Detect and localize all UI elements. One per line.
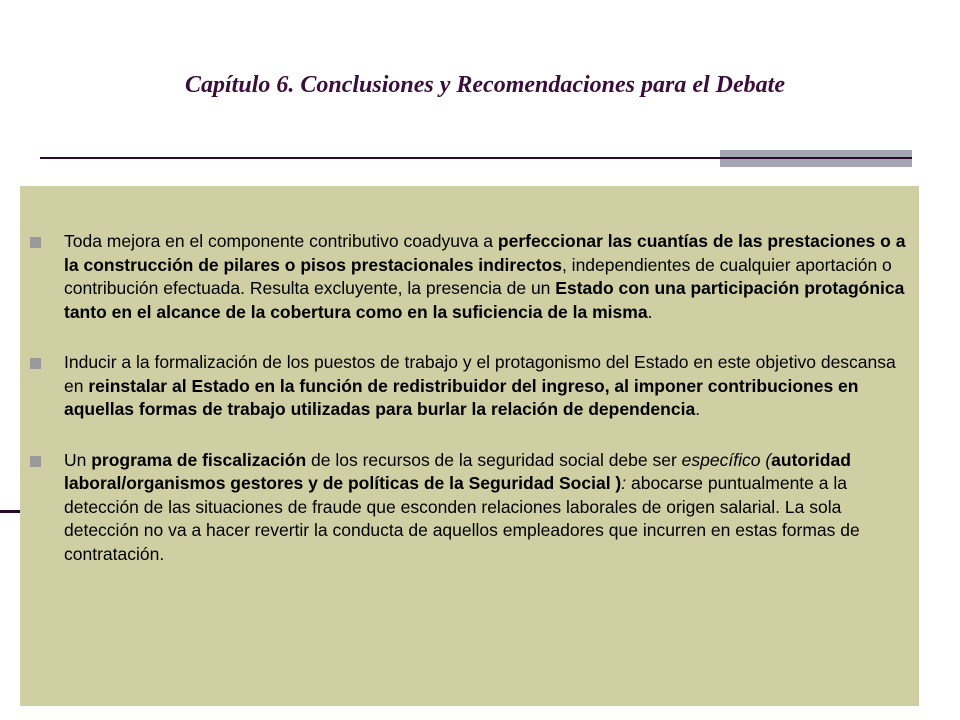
bullet-1-emphasis-1: perfeccionar las cuantías de las prestaciones o a la construcción de pilares o pisos prestacionales indirectos [64, 231, 906, 275]
side-dash-decoration [0, 510, 20, 513]
bullet-1-text-3: . [647, 301, 653, 322]
square-bullet-icon [30, 456, 41, 467]
bullet-3-emphasis-2: autoridad laboral/organismos gestores y de políticas de la Seguridad Social ) [64, 449, 851, 493]
square-bullet-icon [30, 237, 41, 248]
bullet-3-italic-2: : [621, 473, 627, 493]
bullet-3-text-3: abocarse puntualmente a la detección de las situaciones de fraude que esconden relaciones laborales de origen salarial. La sola detección no va a hacer revertir la conducta de aquellos empleadores que incurren en estas formas de contratación. [64, 473, 860, 564]
bullet-2-text-2: . [695, 399, 701, 419]
bullet-item-1 [30, 230, 910, 324]
bullet-item-3 [30, 449, 910, 567]
bullet-1-text-2: , independientes de cualquier aportación o contribución efectuada. Resulta excluyente, la presencia de un [64, 254, 892, 298]
bullet-1-emphasis-2: Estado con una participación protagónica tanto en el alcance de la cobertura como en la suficiencia de la misma [64, 278, 905, 322]
bullet-2-text: Inducir a la formalización de los puestos de trabajo y el protagonismo del Estado en este objetivo descansa en [64, 352, 896, 396]
bullet-3-text-2: de los recursos de la seguridad social debe ser [306, 449, 682, 470]
title-rule [40, 157, 912, 159]
bullet-3-italic-1: específico ( [681, 449, 772, 470]
bullet-2-emphasis: reinstalar al Estado en la función de redistribuidor del ingreso, al imponer contribuciones en aquellas formas de trabajo utilizadas para burlar la relación de dependencia [64, 375, 859, 419]
bullet-list [30, 230, 910, 593]
bullet-3-emphasis-1: programa de fiscalización [91, 449, 307, 470]
slide-title: Capítulo 6. Conclusiones y Recomendaciones para el Debate [185, 72, 785, 98]
bullet-1-text: Toda mejora en el componente contributivo coadyuva a [64, 231, 498, 251]
bullet-item-2 [30, 351, 910, 422]
square-bullet-icon [30, 358, 41, 369]
bullet-3-text: Un [64, 449, 92, 470]
